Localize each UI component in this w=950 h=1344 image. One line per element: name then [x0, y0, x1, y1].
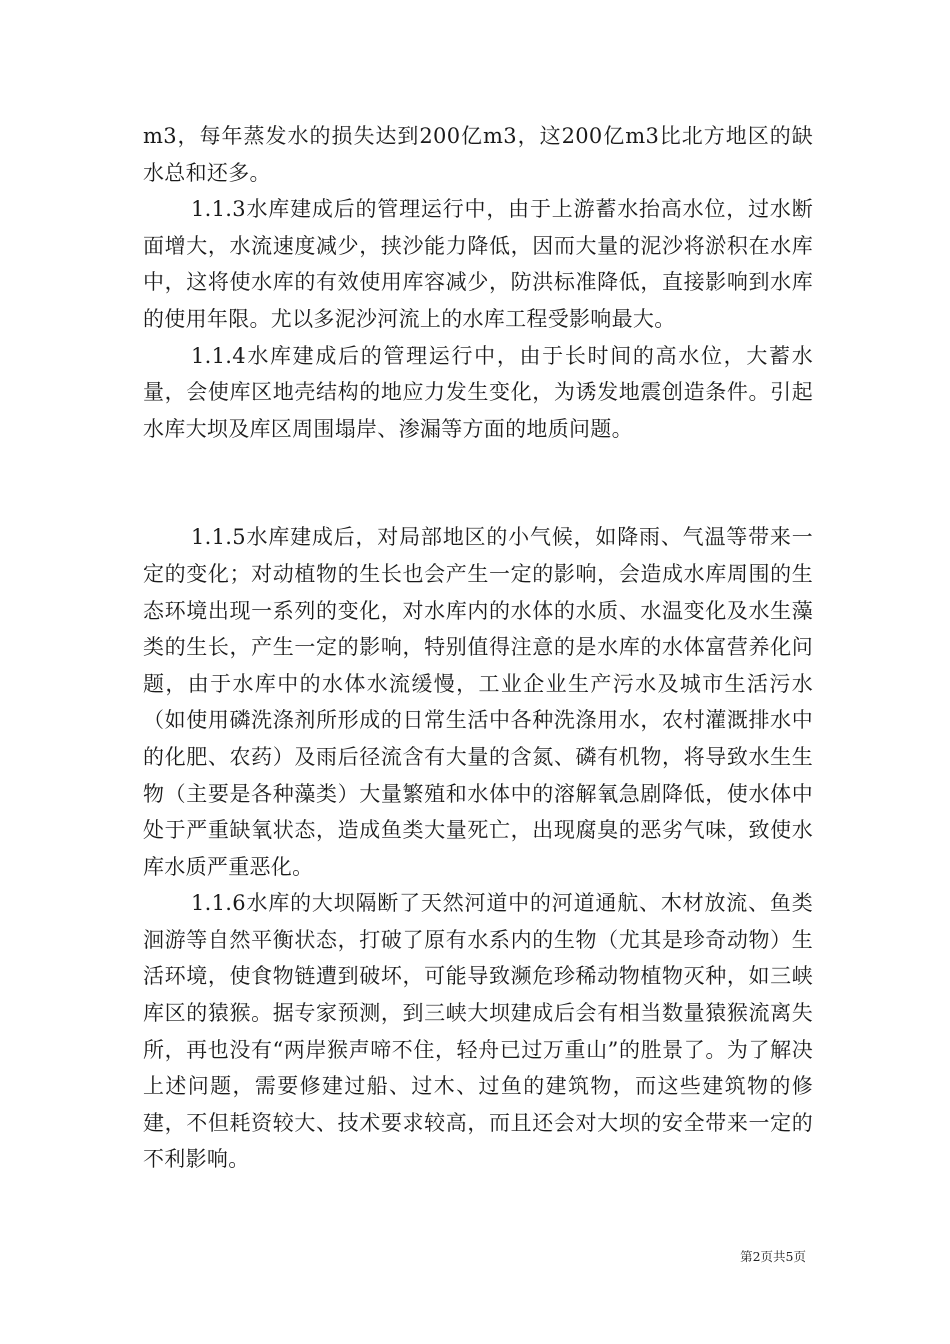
- paragraph-gap: [143, 447, 813, 519]
- paragraph-1-1-5: 1.1.5水库建成后，对局部地区的小气候，如降雨、气温等带来一定的变化；对动植物的生长也会产生一定的影响，会造成水库周围的生态环境出现一系列的变化，对水库内的水体的水质、水温变化及水生藻类的生长，产生一定的影响，特别值得注意的是水库的水体富营养化问题，由于水库中的水体水流缓慢，工业企业生产污水及城市生活污水（如使用磷洗涤剂所形成的日常生活中各种洗涤用水，农村灌溉排水中的化肥、农药）及雨后径流含有大量的含氮、磷有机物，将导致水生生物（主要是各种藻类）大量繁殖和水体中的溶解氧急剧降低，使水体中处于严重缺氧状态，造成鱼类大量死亡，出现腐臭的恶劣气味，致使水库水质严重恶化。: [143, 525, 813, 879]
- paragraph-continuation: m3，每年蒸发水的损失达到200亿m3，这200亿m3比北方地区的缺水总和还多。: [143, 124, 813, 185]
- page-number-footer: 第2页共5页: [740, 1249, 806, 1264]
- paragraph-group-top: [143, 118, 813, 447]
- paragraph-1-1-3: 1.1.3水库建成后的管理运行中，由于上游蓄水抬高水位，过水断面增大，水流速度减少，挟沙能力降低，因而大量的泥沙将淤积在水库中，这将使水库的有效使用库容减少，防洪标准降低，直接影响到水库的使用年限。尤以多泥沙河流上的水库工程受影响最大。: [143, 197, 813, 331]
- paragraph-1-1-4: 1.1.4水库建成后的管理运行中，由于长时间的高水位，大蓄水量，会使库区地壳结构的地应力发生变化，为诱发地震创造条件。引起水库大坝及库区周围塌岸、渗漏等方面的地质问题。: [143, 343, 813, 441]
- paragraph-1-1-6: 1.1.6水库的大坝隔断了天然河道中的河道通航、木材放流、鱼类洄游等自然平衡状态，打破了原有水系内的生物（尤其是珍奇动物）生活环境，使食物链遭到破坏，可能导致濒危珍稀动物植物灭种，如三峡库区的猿猴。据专家预测，到三峡大坝建成后会有相当数量猿猴流离失所，再也没有“两岸猴声啼不住，轻舟已过万重山”的胜景了。为了解决上述问题，需要修建过船、过木、过鱼的建筑物，而这些建筑物的修建，不但耗资较大、技术要求较高，而且还会对大坝的安全带来一定的不利影响。: [143, 891, 813, 1172]
- paragraph-group-bottom: [143, 519, 813, 1178]
- document-body: [143, 118, 813, 1178]
